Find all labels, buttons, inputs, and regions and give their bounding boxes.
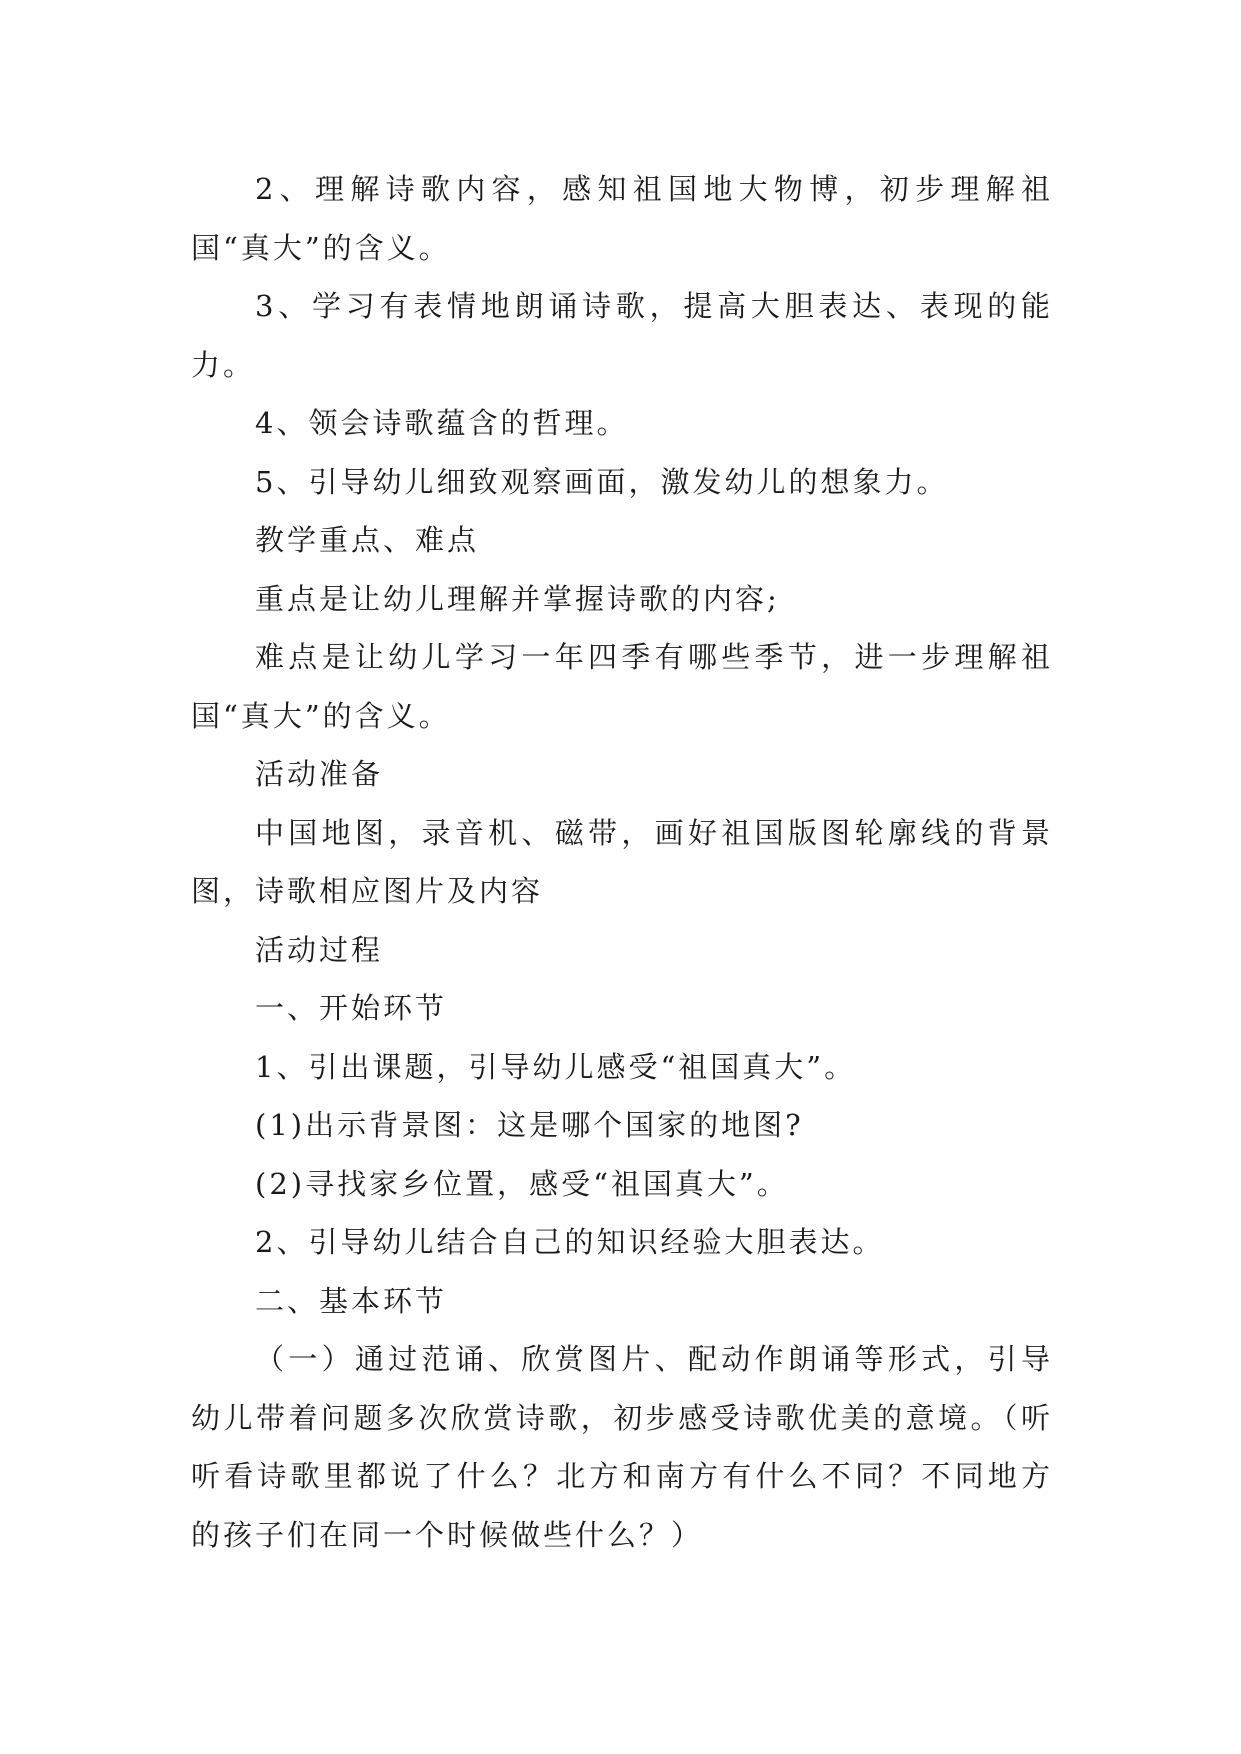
paragraph-goal-5: 5、引导幼儿细致观察画面，激发幼儿的想象力。 <box>255 464 949 499</box>
paragraph-key-point: 重点是让幼儿理解并掌握诗歌的内容; <box>255 581 780 616</box>
paragraph-opening-1: 1、引出课题，引导幼儿感受“祖国真大”。 <box>255 1049 857 1084</box>
paragraph-opening-1-sub-2: (2)寻找家乡位置，感受“祖国真大”。 <box>255 1166 789 1201</box>
document-body <box>191 160 1053 1564</box>
heading-process: 活动过程 <box>255 932 384 967</box>
paragraph-goal-4: 4、领会诗歌蕴含的哲理。 <box>255 406 629 440</box>
paragraph-goal-2: 2、理解诗歌内容，感知祖国地大物博，初步理解祖国“真大”的含义。 <box>191 172 1053 265</box>
paragraph-goal-3: 3、学习有表情地朗诵诗歌，提高大胆表达、表现的能力。 <box>191 289 1053 382</box>
paragraph-preparation: 中国地图，录音机、磁带，画好祖国版图轮廓线的背景图，诗歌相应图片及内容 <box>191 815 1053 908</box>
heading-opening: 一、开始环节 <box>255 991 448 1025</box>
paragraph-opening-1-sub-1: (1)出示背景图：这是哪个国家的地图? <box>255 1108 804 1142</box>
paragraph-basic-1: （一）通过范诵、欣赏图片、配动作朗诵等形式，引导幼儿带着问题多次欣赏诗歌，初步感受诗歌优美的意境。（听听看诗歌里都说了什么？北方和南方有什么不同？不同地方的孩子们在同一个时候做些什么？） <box>191 1342 1053 1552</box>
heading-basic: 二、基本环节 <box>255 1283 448 1318</box>
heading-preparation: 活动准备 <box>255 757 384 791</box>
heading-key-points: 教学重点、难点 <box>255 523 480 557</box>
paragraph-difficult-point: 难点是让幼儿学习一年四季有哪些季节，进一步理解祖国“真大”的含义。 <box>191 640 1053 733</box>
paragraph-opening-2: 2、引导幼儿结合自己的知识经验大胆表达。 <box>255 1225 885 1259</box>
